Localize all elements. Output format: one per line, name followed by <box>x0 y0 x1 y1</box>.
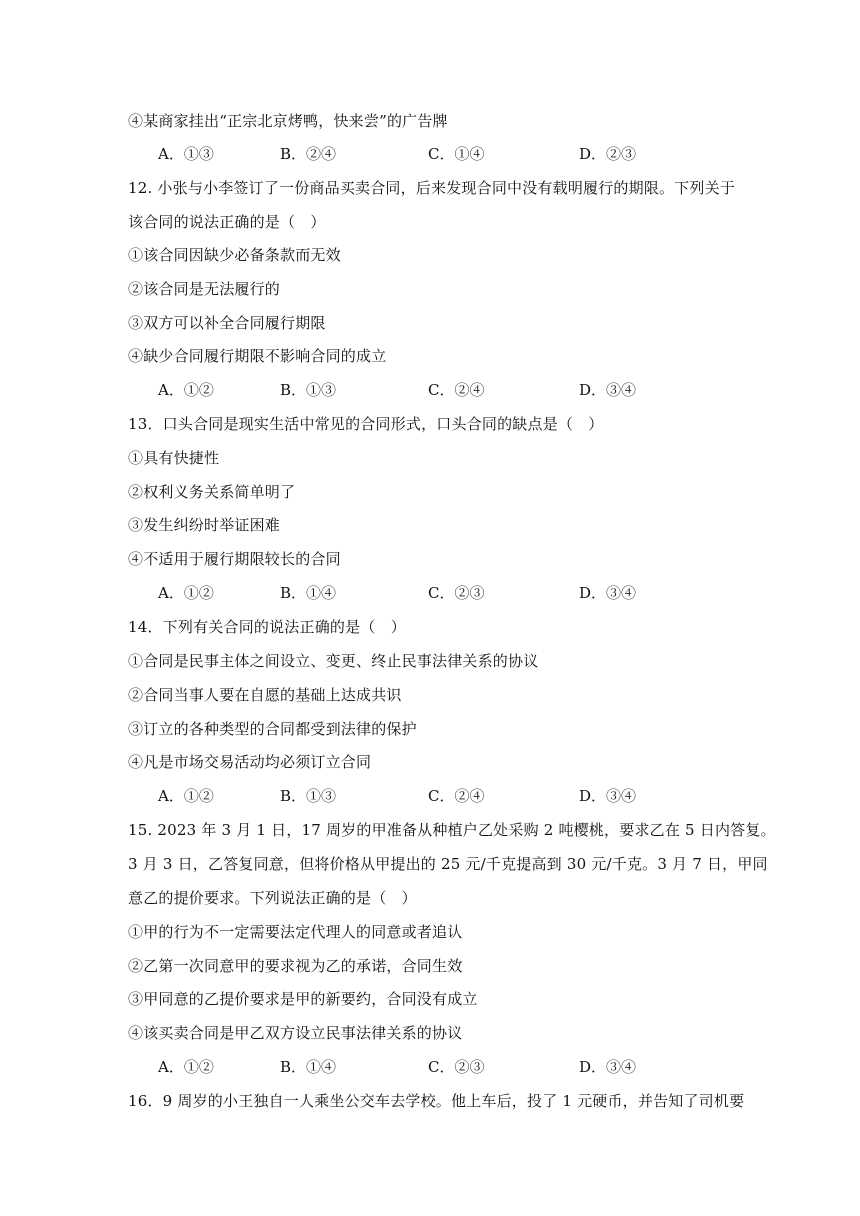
q14-option-a: A．①② <box>158 787 214 805</box>
q12-stem-line-2: 该合同的说法正确的是（ ） <box>128 213 326 231</box>
q13-item-3: ③发生纠纷时举证困难 <box>128 516 281 534</box>
q13-option-a: A．①② <box>158 584 214 602</box>
q13-option-b: B．①④ <box>280 584 337 602</box>
q14-item-2: ②合同当事人要在自愿的基础上达成共识 <box>128 686 402 704</box>
q14-item-3: ③订立的各种类型的合同都受到法律的保护 <box>128 720 417 738</box>
q15-item-1: ①甲的行为不一定需要法定代理人的同意或者追认 <box>128 923 463 941</box>
q15-item-4: ④该买卖合同是甲乙双方设立民事法律关系的协议 <box>128 1024 463 1042</box>
q12-item-2: ②该合同是无法履行的 <box>128 280 281 298</box>
q13-stem-line-1: 13．口头合同是现实生活中常见的合同形式，口头合同的缺点是（ ） <box>128 415 604 433</box>
q15-item-3: ③甲同意的乙提价要求是甲的新要约，合同没有成立 <box>128 990 478 1008</box>
q11-option-c: C．①④ <box>428 145 485 163</box>
q12-item-1: ①该合同因缺少必备条款而无效 <box>128 246 341 264</box>
q11-option-b: B．②④ <box>280 145 337 163</box>
q12-option-b: B．①③ <box>280 381 337 399</box>
q11-option-a: A．①③ <box>158 145 214 163</box>
q15-stem-line-2: 3 月 3 日，乙答复同意，但将价格从甲提出的 25 元/千克提高到 30 元/千克。3 月 7 日，甲同 <box>128 855 768 873</box>
q11-item-4: ④某商家挂出“正宗北京烤鸭，快来尝”的广告牌 <box>128 112 448 130</box>
q14-stem-line-1: 14．下列有关合同的说法正确的是（ ） <box>128 618 406 636</box>
q11-option-d: D．②③ <box>579 145 637 163</box>
q12-option-c: C．②④ <box>428 381 485 399</box>
q14-item-4: ④凡是市场交易活动均必须订立合同 <box>128 753 372 771</box>
q12-item-4: ④缺少合同履行期限不影响合同的成立 <box>128 347 387 365</box>
q12-item-3: ③双方可以补全合同履行期限 <box>128 314 326 332</box>
q12-option-a: A．①② <box>158 381 214 399</box>
q13-option-d: D．③④ <box>579 584 637 602</box>
q16-stem-line-1: 16．9 周岁的小王独自一人乘坐公交车去学校。他上车后，投了 1 元硬币，并告知了司机要 <box>128 1092 745 1110</box>
q14-option-c: C．②④ <box>428 787 485 805</box>
q12-stem-line-1: 12. 小张与小李签订了一份商品买卖合同，后来发现合同中没有载明履行的期限。下列关于 <box>128 179 736 197</box>
q15-option-a: A．①② <box>158 1058 214 1076</box>
q13-option-c: C．②③ <box>428 584 485 602</box>
q15-stem-line-1: 15. 2023 年 3 月 1 日，17 周岁的甲准备从种植户乙处采购 2 吨樱桃，要求乙在 5 日内答复。 <box>128 821 776 839</box>
q15-stem-line-3: 意乙的提价要求。下列说法正确的是（ ） <box>128 889 417 907</box>
q14-option-d: D．③④ <box>579 787 637 805</box>
q14-item-1: ①合同是民事主体之间设立、变更、终止民事法律关系的协议 <box>128 652 539 670</box>
q13-item-2: ②权利义务关系简单明了 <box>128 483 296 501</box>
q15-option-d: D．③④ <box>579 1058 637 1076</box>
q14-option-b: B．①③ <box>280 787 337 805</box>
q13-item-1: ①具有快捷性 <box>128 449 220 467</box>
q15-option-b: B．①④ <box>280 1058 337 1076</box>
q12-option-d: D．③④ <box>579 381 637 399</box>
q15-item-2: ②乙第一次同意甲的要求视为乙的承诺，合同生效 <box>128 957 463 975</box>
q13-item-4: ④不适用于履行期限较长的合同 <box>128 550 341 568</box>
q15-option-c: C．②③ <box>428 1058 485 1076</box>
